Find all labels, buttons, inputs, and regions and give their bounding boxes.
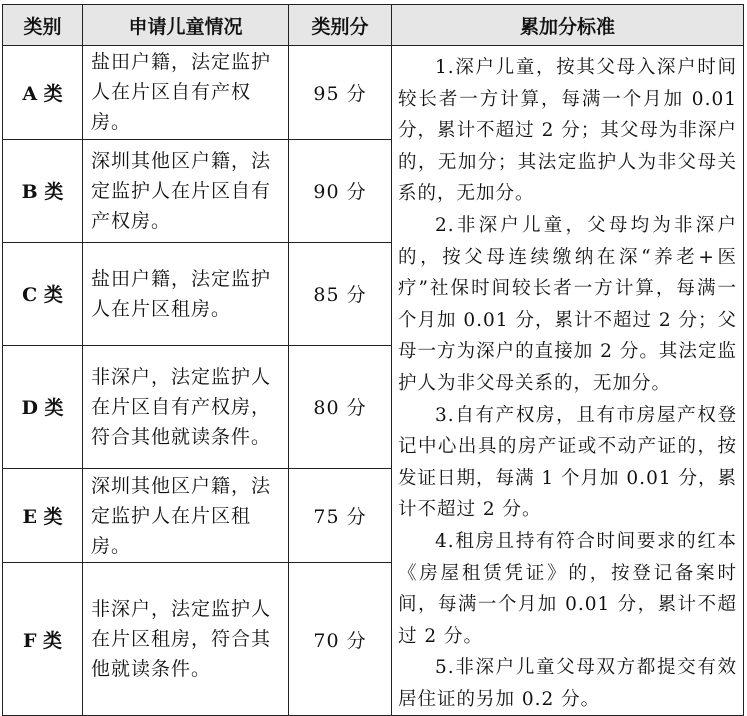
header-category: 类别 xyxy=(3,5,83,46)
category-cell: B 类 xyxy=(3,139,83,242)
score-cell: 75 分 xyxy=(289,469,392,563)
header-cumulative-standard: 累加分标准 xyxy=(392,5,744,46)
cumulative-standard-cell xyxy=(392,46,744,716)
score-cell: 90 分 xyxy=(289,139,392,242)
score-cell: 70 分 xyxy=(289,562,392,715)
category-cell: D 类 xyxy=(3,345,83,469)
table-header-row xyxy=(3,5,744,46)
standard-item: 3.自有产权房，且有市房屋产权登记中心出具的房产证或不动产证的，按发证日期，每满 1 个月加 0.01 分，累计不超过 2 分。 xyxy=(398,404,737,521)
description-cell: 深圳其他区户籍，法定监护人在片区租房。 xyxy=(83,469,289,563)
description-cell: 深圳其他区户籍，法定监护人在片区自有产权房。 xyxy=(83,139,289,242)
table-row xyxy=(3,46,744,140)
description-cell: 非深户，法定监护人在片区租房，符合其他就读条件。 xyxy=(83,562,289,715)
admission-score-table xyxy=(2,4,744,716)
category-cell: A 类 xyxy=(3,46,83,140)
score-cell: 80 分 xyxy=(289,345,392,469)
header-child-situation: 申请儿童情况 xyxy=(83,5,289,46)
header-category-score: 类别分 xyxy=(289,5,392,46)
category-cell: C 类 xyxy=(3,242,83,345)
score-cell: 95 分 xyxy=(289,46,392,140)
category-cell: F 类 xyxy=(3,562,83,715)
description-cell: 盐田户籍，法定监护人在片区租房。 xyxy=(83,242,289,345)
standard-item: 5.非深户儿童父母双方都提交有效居住证的另加 0.2 分。 xyxy=(398,657,737,710)
standard-item: 2.非深户儿童，父母均为非深户的，按父母连续缴纳在深“养老+医疗”社保时间较长者一方计算，每满一个月加 0.01 分，累计不超过 2 分；父母一方为深户的直接加 2 分。其法定监护人为非父母关系的，无加分。 xyxy=(398,214,737,394)
description-cell: 非深户，法定监护人在片区自有产权房，符合其他就读条件。 xyxy=(83,345,289,469)
description-cell: 盐田户籍，法定监护人在片区自有产权房。 xyxy=(83,46,289,140)
score-cell: 85 分 xyxy=(289,242,392,345)
standard-item: 1.深户儿童，按其父母入深户时间较长者一方计算，每满一个月加 0.01 分，累计不超过 2 分；其父母为非深户的，无加分；其法定监护人为非父母关系的，无加分。 xyxy=(398,57,737,205)
standard-item: 4.租房且持有符合时间要求的红本《房屋租赁凭证》的，按登记备案时间，每满一个月加 0.01 分，累计不超过 2 分。 xyxy=(398,530,737,647)
category-cell: E 类 xyxy=(3,469,83,563)
